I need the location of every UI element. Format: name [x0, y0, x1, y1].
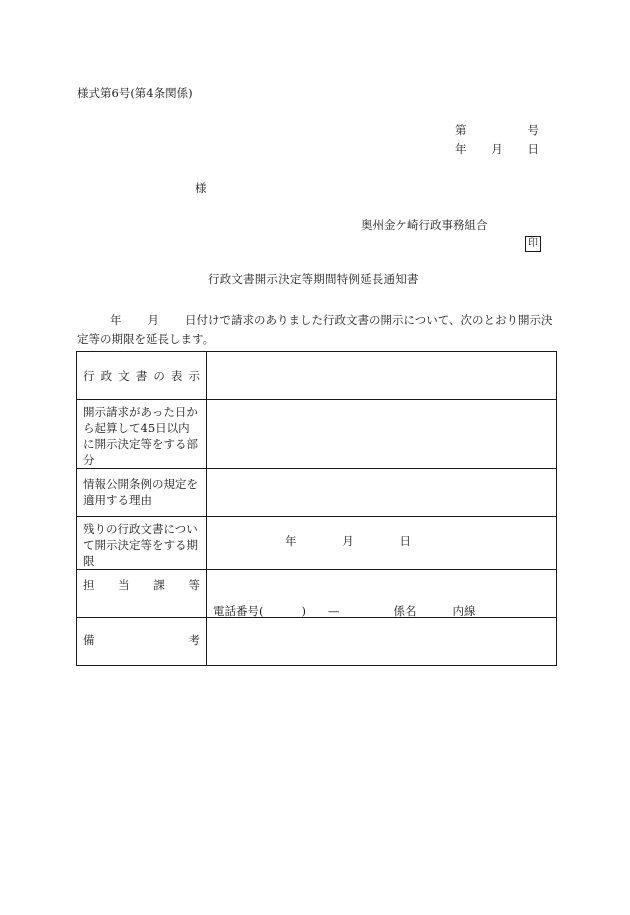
form-number: 様式第6号(第4条関係) [77, 86, 193, 100]
partial-decision-label: 開示請求があった日から起算して45日以内に開示決定等をする部分 [83, 405, 198, 467]
row-label-cell [77, 469, 207, 517]
remaining-deadline-label: 残りの行政文書について開示決定等をする期限 [83, 522, 198, 568]
deadline-date [285, 533, 411, 549]
label-char: 示 [188, 369, 200, 383]
label-char: 文 [118, 369, 130, 383]
label-char: 担 [83, 578, 95, 592]
remaining-deadline-field[interactable] [207, 517, 557, 570]
table-row [77, 352, 557, 400]
issue-date [455, 142, 539, 156]
label-char: 等 [188, 578, 200, 592]
issuer-name: 奥州金ケ崎行政事務組合 [361, 218, 488, 232]
label-char: 行 [83, 369, 95, 383]
applied-reason-field[interactable] [207, 469, 557, 517]
department-label [77, 570, 206, 593]
label-char: 課 [153, 578, 165, 592]
extension-label: 内線 [452, 604, 476, 618]
document-title: 行政文書開示決定等期間特例延長通知書 [208, 272, 419, 286]
issue-date-month: 月 [491, 142, 503, 156]
table-row [77, 517, 557, 570]
table-row [77, 618, 557, 666]
row-label-cell [77, 517, 207, 570]
applied-reason-label: 情報公開条例の規定を適用する理由 [83, 477, 198, 507]
remarks-label [77, 618, 206, 648]
label-char: 備 [83, 633, 95, 647]
label-char: 政 [100, 369, 113, 383]
deadline-day: 日 [399, 534, 411, 548]
deadline-month: 月 [342, 534, 354, 548]
notice-table [76, 351, 557, 666]
document-display-label [77, 352, 206, 384]
row-label-cell [77, 400, 207, 469]
document-number-prefix: 第 [455, 123, 467, 137]
document-number-suffix: 号 [527, 123, 539, 137]
tel-close: ) [301, 604, 306, 618]
seal-mark: 印 [525, 236, 541, 252]
body-month: 月 [147, 313, 159, 327]
row-label-cell [77, 352, 207, 400]
partial-decision-field[interactable] [207, 400, 557, 469]
row-label-cell [77, 570, 207, 618]
notice-body [77, 311, 557, 349]
label-char: 表 [170, 369, 183, 383]
section-label: 係名 [393, 604, 417, 618]
department-field[interactable] [207, 570, 557, 618]
label-char: 考 [188, 633, 200, 647]
label-char: 当 [118, 578, 130, 592]
issue-date-year: 年 [455, 142, 467, 156]
table-row [77, 469, 557, 517]
issue-date-day: 日 [527, 142, 539, 156]
label-char: の [153, 369, 165, 383]
table-row [77, 400, 557, 469]
row-label-cell [77, 618, 207, 666]
body-year: 年 [110, 313, 122, 327]
tel-dash: — [328, 604, 340, 618]
deadline-year: 年 [285, 534, 297, 548]
body-text: 日付けで請求のありました行政文書の開示について、次のとおり開示決定等の期限を延長します。 [77, 313, 553, 346]
table-row [77, 570, 557, 618]
addressee-honorific: 様 [195, 181, 207, 195]
label-char: 書 [135, 369, 148, 383]
remarks-field[interactable] [207, 618, 557, 666]
document-number [455, 123, 539, 137]
document-display-field[interactable] [207, 352, 557, 400]
tel-label: 電話番号( [213, 604, 264, 618]
